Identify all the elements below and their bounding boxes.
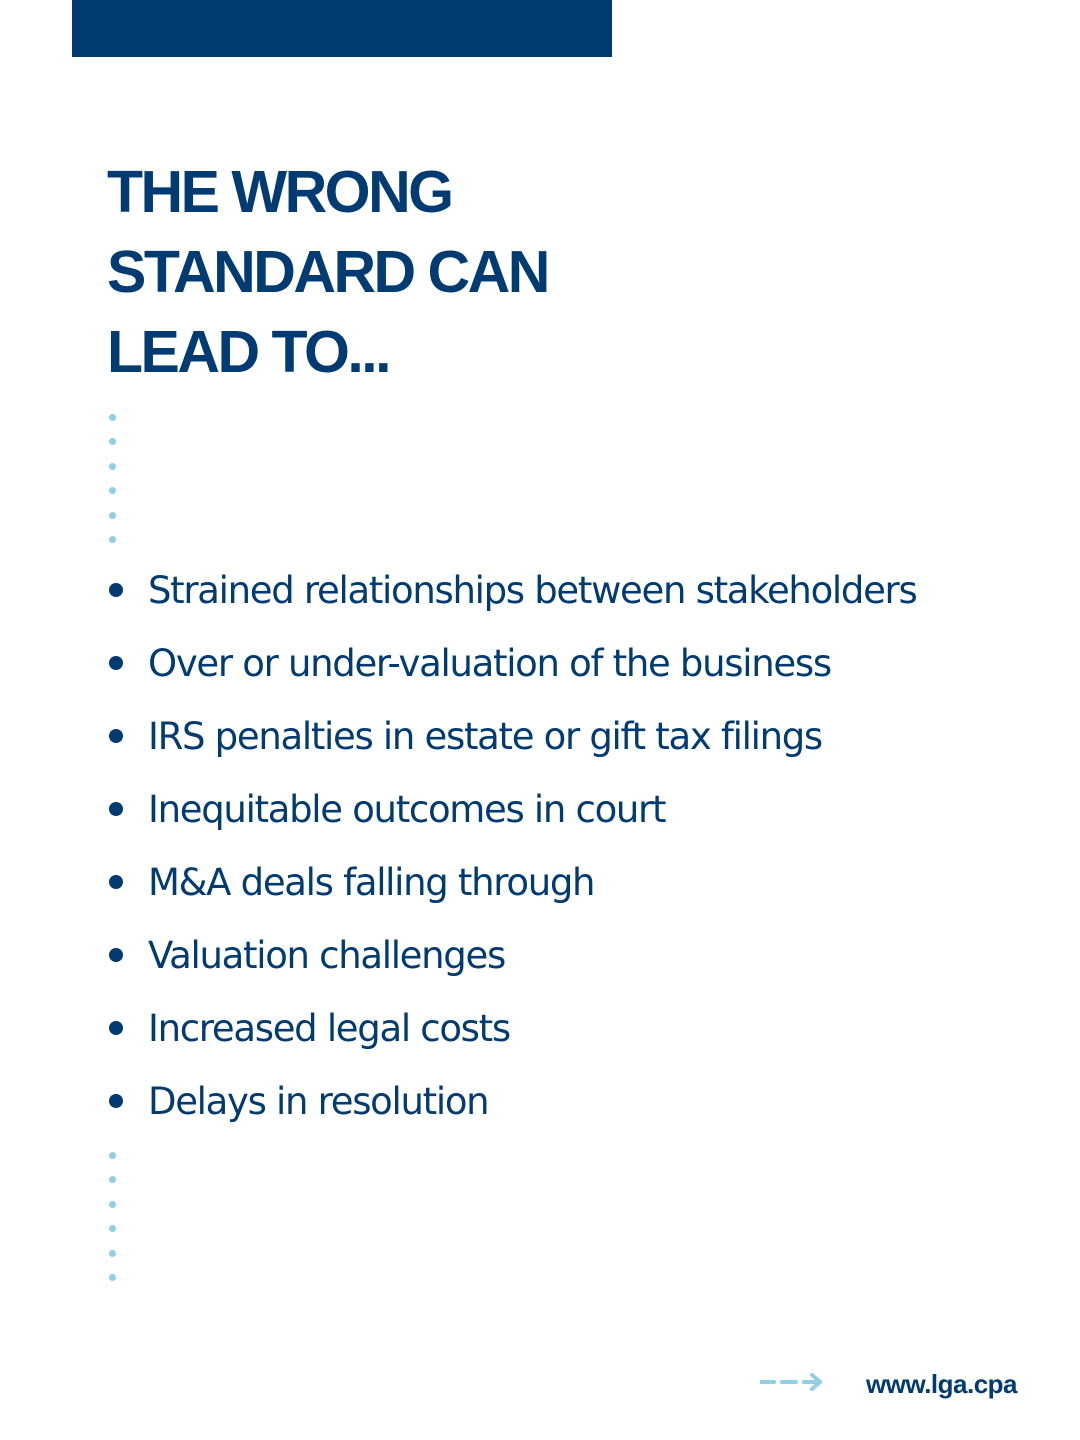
- list-item: [108, 846, 1048, 919]
- divider-dot: [109, 1152, 116, 1159]
- divider-dot: [109, 438, 116, 445]
- list-item: [108, 700, 1048, 773]
- list-item-text: Over or under-valuation of the business: [148, 642, 831, 685]
- list-item: [108, 627, 1048, 700]
- divider-dot: [109, 463, 116, 470]
- bullet-icon: [109, 948, 123, 962]
- bullet-icon: [109, 656, 123, 670]
- website-link[interactable]: www.lga.cpa: [866, 1369, 1018, 1399]
- divider-dot: [109, 1250, 116, 1257]
- list-item-text: Inequitable outcomes in court: [148, 788, 666, 831]
- bullet-icon: [109, 1021, 123, 1035]
- list-item-text: Delays in resolution: [148, 1080, 489, 1123]
- bullet-icon: [109, 729, 123, 743]
- divider-dot: [109, 1201, 116, 1208]
- divider-dot: [109, 512, 116, 519]
- divider-dot: [109, 414, 116, 421]
- title-line-1: THE WRONG: [107, 159, 452, 225]
- dotted-divider-bottom: [109, 1152, 117, 1298]
- list-item: [108, 1065, 1048, 1138]
- list-item-text: Valuation challenges: [148, 934, 505, 977]
- title-line-2: STANDARD CAN: [107, 239, 548, 305]
- title-line-3: LEAD TO...: [107, 319, 390, 385]
- list-item-text: M&A deals falling through: [148, 861, 595, 904]
- divider-dot: [109, 1176, 116, 1183]
- consequences-list: [108, 554, 1048, 1138]
- bullet-icon: [109, 1094, 123, 1108]
- page-title: [107, 152, 727, 392]
- divider-dot: [109, 536, 116, 543]
- list-item-text: Increased legal costs: [148, 1007, 510, 1050]
- list-item: [108, 992, 1048, 1065]
- list-item-text: IRS penalties in estate or gift tax filings: [148, 715, 822, 758]
- list-item: [108, 773, 1048, 846]
- list-item: [108, 919, 1048, 992]
- bullet-icon: [109, 583, 123, 597]
- divider-dot: [109, 1225, 116, 1232]
- list-item: [108, 554, 1048, 627]
- dotted-divider-top: [109, 414, 117, 560]
- divider-dot: [109, 1274, 116, 1281]
- top-accent-bar: [72, 0, 612, 57]
- bullet-icon: [109, 875, 123, 889]
- bullet-icon: [109, 802, 123, 816]
- list-item-text: Strained relationships between stakeholders: [148, 569, 917, 612]
- divider-dot: [109, 487, 116, 494]
- dashed-arrow-right-icon: [760, 1372, 824, 1392]
